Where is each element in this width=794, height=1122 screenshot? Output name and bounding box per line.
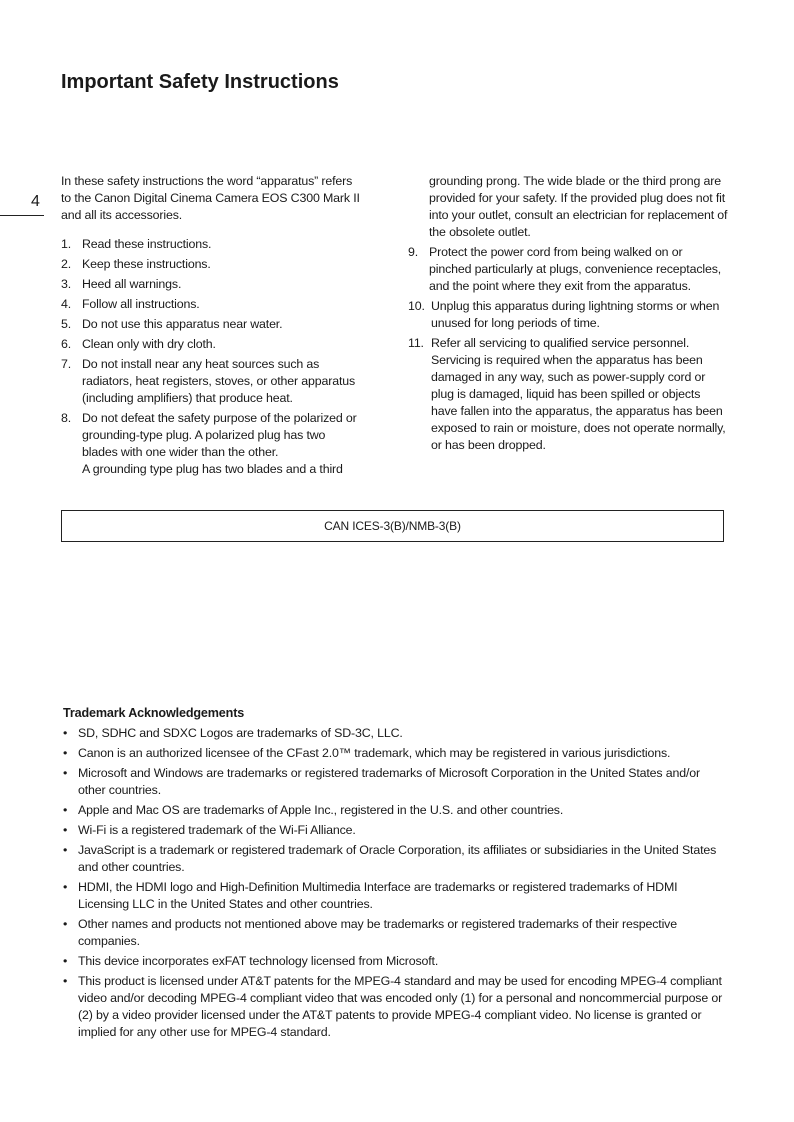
list-item	[61, 236, 361, 253]
bullet-icon: •	[63, 974, 68, 988]
list-item	[61, 316, 361, 333]
trademark-item	[61, 725, 726, 742]
item-text	[431, 335, 728, 454]
list-item	[61, 410, 361, 478]
item-text-main: Protect the power cord from being walked on or pinched particularly at plugs, convenience receptacles, and the point where they exit from the apparatus.	[429, 245, 722, 293]
trademark-item	[61, 822, 726, 839]
bullet-icon: •	[63, 843, 68, 857]
item-text	[82, 356, 361, 407]
trademark-item	[61, 765, 726, 799]
item-text	[82, 236, 211, 253]
item-text	[82, 410, 361, 478]
item-text	[82, 276, 181, 293]
trademark-text: HDMI, the HDMI logo and High-Definition Multimedia Interface are trademarks or registered trademarks of HDMI Licensing LLC in the United States and other countries.	[78, 880, 678, 911]
trademark-list	[61, 725, 726, 1041]
item-number: 11.	[408, 336, 424, 350]
item-text-main: Refer all servicing to qualified service personnel. Servicing is required when the apparatus has been damaged in any way, such as power-supply cord or plug is damaged, liquid has been spilled or objects have fallen into the apparatus, the apparatus has been exposed to rain or moisture, does not operate normally, or has been dropped.	[431, 336, 726, 452]
item-number: 9.	[408, 245, 419, 259]
intro-paragraph: In these safety instructions the word “apparatus” refers to the Canon Digital Cinema Camera EOS C300 Mark II and all its accessories.	[61, 174, 360, 222]
item-number: 10.	[408, 299, 425, 313]
bullet-icon: •	[63, 954, 68, 968]
bullet-icon: •	[63, 766, 68, 780]
item-number: 4.	[61, 297, 72, 311]
list-item	[61, 256, 361, 273]
item-text-main: Read these instructions.	[82, 237, 212, 251]
trademark-item	[61, 916, 726, 950]
item-text	[431, 298, 728, 332]
item-text-main: Do not install near any heat sources such as radiators, heat registers, stoves, or other apparatus (including amplifiers) that produce heat.	[82, 357, 356, 405]
list-item	[408, 298, 728, 332]
trademark-text: Wi-Fi is a registered trademark of the Wi-Fi Alliance.	[78, 823, 356, 837]
trademark-item	[61, 973, 726, 1041]
page-number-rule	[0, 215, 44, 216]
item-text-main: Follow all instructions.	[82, 297, 200, 311]
trademark-text: Microsoft and Windows are trademarks or registered trademarks of Microsoft Corporation in the United States and/or other countries.	[78, 766, 700, 797]
item-text-main: Clean only with dry cloth.	[82, 337, 216, 351]
page-number: 4	[31, 193, 40, 210]
bullet-icon: •	[63, 726, 68, 740]
compliance-box	[61, 510, 724, 542]
trademark-text: This product is licensed under AT&T patents for the MPEG-4 standard and may be used for encoding MPEG-4 compliant video and/or decoding MPEG-4 compliant video that was encoded only (1) for a personal and noncommercial purpose or (2) by a video provider licensed under the AT&T patents to provide MPEG-4 compliant video. No license is granted or implied for any other use for MPEG-4 standard.	[78, 974, 723, 1039]
right-column	[408, 173, 728, 457]
item-text-continued: grounding prong. The wide blade or the third prong are provided for your safety. If the provided plug does not fit into your outlet, consult an electrician for replacement of the obsolete outlet.	[429, 174, 728, 239]
item-text-main: Do not defeat the safety purpose of the polarized or grounding-type plug. A polarized plug has two blades with one wider than the other.	[82, 411, 357, 459]
item-number: 5.	[61, 317, 72, 331]
trademark-text: SD, SDHC and SDXC Logos are trademarks of SD-3C, LLC.	[78, 726, 403, 740]
trademark-item	[61, 745, 726, 762]
safety-list-continued	[408, 173, 728, 454]
list-item-continuation	[408, 173, 728, 241]
item-number: 6.	[61, 337, 72, 351]
trademark-text: Canon is an authorized licensee of the CFast 2.0™ trademark, which may be registered in various jurisdictions.	[78, 746, 671, 760]
item-text	[82, 336, 216, 353]
trademark-text: Apple and Mac OS are trademarks of Apple Inc., registered in the U.S. and other countries.	[78, 803, 564, 817]
trademark-heading: Trademark Acknowledgements	[63, 706, 245, 720]
bullet-icon: •	[63, 880, 68, 894]
list-item	[61, 336, 361, 353]
trademark-item	[61, 842, 726, 876]
trademark-item	[61, 879, 726, 913]
item-number: 3.	[61, 277, 72, 291]
compliance-text: CAN ICES-3(B)/NMB-3(B)	[324, 519, 461, 533]
item-text-main: Do not use this apparatus near water.	[82, 317, 283, 331]
item-number: 7.	[61, 357, 72, 371]
item-text	[82, 296, 200, 313]
item-text-main: Heed all warnings.	[82, 277, 182, 291]
item-number: 1.	[61, 237, 72, 251]
bullet-icon: •	[63, 746, 68, 760]
trademark-item	[61, 802, 726, 819]
item-text-extra: A grounding type plug has two blades and a third	[82, 462, 343, 476]
list-item	[61, 296, 361, 313]
bullet-icon: •	[63, 823, 68, 837]
list-item	[61, 276, 361, 293]
left-column	[61, 173, 361, 481]
item-text-main: Keep these instructions.	[82, 257, 211, 271]
list-item	[61, 356, 361, 407]
trademark-text: Other names and products not mentioned above may be trademarks or registered trademarks of their respective companies.	[78, 917, 677, 948]
trademark-text: JavaScript is a trademark or registered trademark of Oracle Corporation, its affiliates or subsidiaries in the United States and other countries.	[78, 843, 717, 874]
item-number: 8.	[61, 411, 72, 425]
trademark-text: This device incorporates exFAT technology licensed from Microsoft.	[78, 954, 439, 968]
safety-list	[61, 236, 361, 478]
list-item	[408, 335, 728, 454]
item-text	[82, 256, 211, 273]
trademark-item	[61, 953, 726, 970]
list-item	[408, 244, 728, 295]
item-number-spacer	[408, 173, 429, 241]
item-text	[82, 316, 282, 333]
bullet-icon: •	[63, 803, 68, 817]
item-text	[429, 244, 728, 295]
page-title: Important Safety Instructions	[61, 71, 339, 93]
bullet-icon: •	[63, 917, 68, 931]
item-text-main: Unplug this apparatus during lightning storms or when unused for long periods of time.	[431, 299, 720, 330]
trademark-section	[61, 705, 726, 1044]
item-number: 2.	[61, 257, 72, 271]
